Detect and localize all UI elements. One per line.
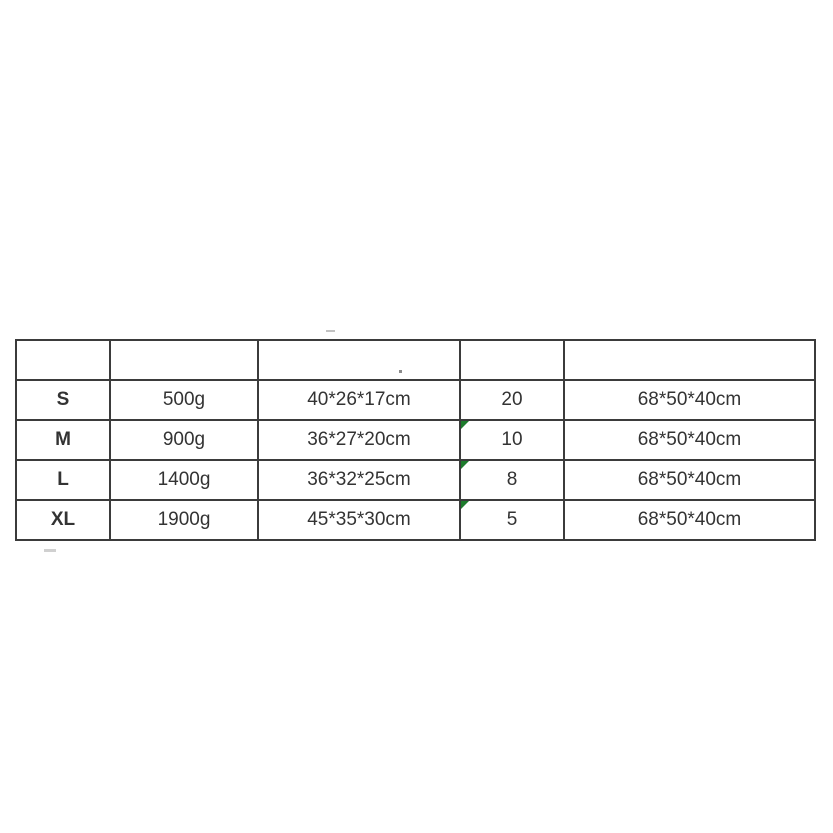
- size-chart-table: [15, 339, 816, 541]
- carton-size-cell: 68*50*40cm: [564, 420, 815, 460]
- green-corner-marker-icon: [461, 421, 469, 429]
- header-row: [16, 340, 815, 380]
- quantity-cell: [460, 500, 564, 540]
- quantity-cell: 20: [460, 380, 564, 420]
- package-size-cell: 36*32*25cm: [258, 460, 460, 500]
- carton-size-cell: 68*50*40cm: [564, 460, 815, 500]
- table-row-m: [16, 420, 815, 460]
- green-corner-marker-icon: [461, 461, 469, 469]
- package-size-cell: 36*27*20cm: [258, 420, 460, 460]
- header-cell-size: [16, 340, 110, 380]
- size-cell: M: [16, 420, 110, 460]
- table-row-xl: [16, 500, 815, 540]
- size-cell: S: [16, 380, 110, 420]
- package-size-cell: 45*35*30cm: [258, 500, 460, 540]
- weight-cell: 1400g: [110, 460, 258, 500]
- header-cell-quantity: [460, 340, 564, 380]
- quantity-value: 10: [501, 429, 523, 450]
- weight-cell: 500g: [110, 380, 258, 420]
- size-cell: L: [16, 460, 110, 500]
- scan-artifact-smudge: [44, 549, 56, 552]
- scan-artifact-smudge: [326, 330, 335, 332]
- carton-size-cell: 68*50*40cm: [564, 380, 815, 420]
- green-corner-marker-icon: [461, 501, 469, 509]
- header-cell-carton: [564, 340, 815, 380]
- quantity-cell: [460, 420, 564, 460]
- carton-size-cell: 68*50*40cm: [564, 500, 815, 540]
- quantity-value: 8: [506, 469, 518, 490]
- weight-cell: 900g: [110, 420, 258, 460]
- quantity-value: 5: [506, 509, 518, 530]
- quantity-cell: [460, 460, 564, 500]
- weight-cell: 1900g: [110, 500, 258, 540]
- package-size-cell: 40*26*17cm: [258, 380, 460, 420]
- header-cell-package: [258, 340, 460, 380]
- table-row-l: [16, 460, 815, 500]
- table-row-s: [16, 380, 815, 420]
- size-cell: XL: [16, 500, 110, 540]
- header-cell-weight: [110, 340, 258, 380]
- scan-artifact-dot: [399, 370, 402, 373]
